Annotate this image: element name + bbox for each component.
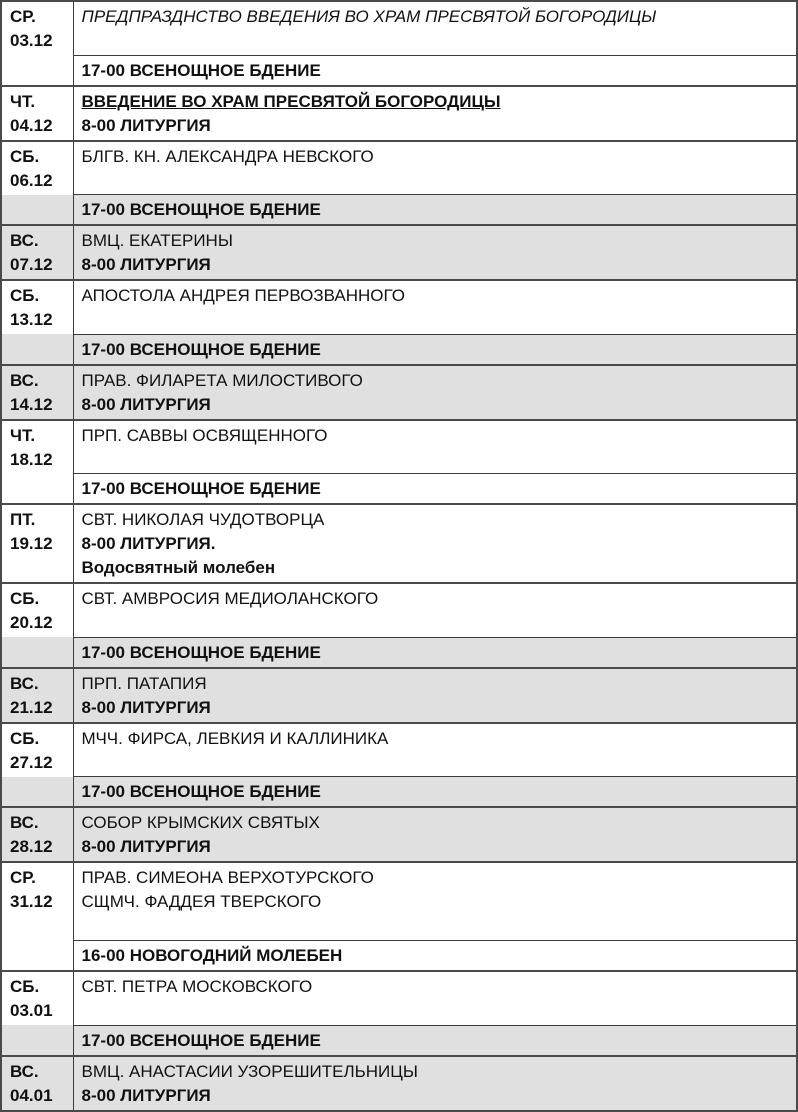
date-label: 31.12 bbox=[10, 892, 53, 911]
schedule-block bbox=[1, 280, 797, 365]
date-label: 14.12 bbox=[10, 394, 53, 414]
feast-cell bbox=[73, 365, 797, 420]
feast-cell bbox=[73, 86, 797, 141]
feast-line: ВМЦ. ЕКАТЕРИНЫ bbox=[81, 231, 233, 250]
date-cell bbox=[1, 723, 73, 777]
feast-cell bbox=[73, 971, 797, 1025]
schedule-block bbox=[1, 807, 797, 862]
schedule-row bbox=[1, 280, 797, 334]
feast-line: 8-00 ЛИТУРГИЯ. bbox=[81, 534, 216, 553]
date-empty-cell bbox=[1, 334, 73, 365]
day-label: ВС. bbox=[10, 231, 39, 250]
date-empty-cell bbox=[1, 637, 73, 668]
feast-cell bbox=[73, 225, 797, 280]
date-cell bbox=[1, 141, 73, 195]
service-row bbox=[1, 941, 797, 972]
schedule-block bbox=[1, 723, 797, 808]
service-row bbox=[1, 55, 797, 86]
date-label: 07.12 bbox=[10, 255, 53, 274]
schedule-row bbox=[1, 365, 797, 420]
feast-line: 8-00 ЛИТУРГИЯ bbox=[81, 837, 211, 856]
feast-line: 8-00 ЛИТУРГИЯ bbox=[81, 255, 211, 274]
service-time-label: 17-00 ВСЕНОЩНОЕ БДЕНИЕ bbox=[81, 200, 321, 219]
schedule-block bbox=[1, 862, 797, 971]
service-cell bbox=[73, 1025, 797, 1056]
feast-line: БЛГВ. КН. АЛЕКСАНДРА НЕВСКОГО bbox=[81, 146, 374, 166]
day-label: СБ. bbox=[10, 286, 40, 305]
feast-cell bbox=[73, 723, 797, 777]
service-time-label: 17-00 ВСЕНОЩНОЕ БДЕНИЕ bbox=[81, 782, 321, 801]
service-time-label: 17-00 ВСЕНОЩНОЕ БДЕНИЕ bbox=[81, 642, 321, 662]
feast-cell bbox=[73, 504, 797, 583]
date-label: 21.12 bbox=[10, 697, 53, 717]
date-label: 27.12 bbox=[10, 752, 53, 772]
date-label: 13.12 bbox=[10, 310, 53, 329]
date-label: 20.12 bbox=[10, 613, 53, 632]
schedule-row bbox=[1, 420, 797, 474]
day-label: ВС. bbox=[10, 673, 39, 693]
feast-line: МЧЧ. ФИРСА, ЛЕВКИЯ И КАЛЛИНИКА bbox=[81, 728, 389, 748]
schedule-row bbox=[1, 225, 797, 280]
feast-line: АПОСТОЛА АНДРЕЯ ПЕРВОЗВАННОГО bbox=[81, 286, 406, 305]
service-cell bbox=[73, 334, 797, 365]
date-cell bbox=[1, 280, 73, 334]
date-label: 03.12 bbox=[10, 31, 53, 50]
schedule-block bbox=[1, 365, 797, 420]
day-label: ПТ. bbox=[10, 510, 36, 529]
schedule-row bbox=[1, 1056, 797, 1111]
day-label: ВС. bbox=[10, 370, 39, 390]
service-time-label: 17-00 ВСЕНОЩНОЕ БДЕНИЕ bbox=[81, 1030, 321, 1050]
day-label: СБ. bbox=[10, 977, 40, 996]
schedule-block bbox=[1, 420, 797, 505]
date-cell bbox=[1, 668, 73, 723]
feast-cell bbox=[73, 1, 797, 55]
date-empty-cell bbox=[1, 195, 73, 226]
date-cell bbox=[1, 807, 73, 862]
schedule-block bbox=[1, 971, 797, 1056]
date-label: 04.01 bbox=[10, 1085, 53, 1105]
feast-line: 8-00 ЛИТУРГИЯ bbox=[81, 1085, 211, 1105]
feast-cell bbox=[73, 862, 797, 941]
schedule-block bbox=[1, 86, 797, 141]
date-cell bbox=[1, 365, 73, 420]
schedule-row bbox=[1, 723, 797, 777]
feast-line: ПРАВ. ФИЛАРЕТА МИЛОСТИВОГО bbox=[81, 370, 363, 390]
date-cell bbox=[1, 583, 73, 637]
feast-line: СОБОР КРЫМСКИХ СВЯТЫХ bbox=[81, 813, 320, 832]
feast-cell bbox=[73, 141, 797, 195]
feast-cell bbox=[73, 420, 797, 474]
schedule-row bbox=[1, 1, 797, 55]
service-time-label: 16-00 НОВОГОДНИЙ МОЛЕБЕН bbox=[81, 946, 343, 965]
feast-line: 8-00 ЛИТУРГИЯ bbox=[81, 394, 211, 414]
schedule-block bbox=[1, 225, 797, 280]
day-label: СБ. bbox=[10, 146, 40, 166]
feast-cell bbox=[73, 583, 797, 637]
schedule-row bbox=[1, 862, 797, 941]
day-label: ВС. bbox=[10, 813, 39, 832]
feast-line: ВМЦ. АНАСТАСИИ УЗОРЕШИТЕЛЬНИЦЫ bbox=[81, 1061, 418, 1081]
service-row bbox=[1, 777, 797, 808]
schedule-row bbox=[1, 583, 797, 637]
date-empty-cell bbox=[1, 55, 73, 86]
date-label: 03.01 bbox=[10, 1001, 53, 1020]
schedule-row bbox=[1, 807, 797, 862]
feast-line: 8-00 ЛИТУРГИЯ bbox=[81, 697, 211, 717]
feast-line: ПРП. САВВЫ ОСВЯЩЕННОГО bbox=[81, 425, 328, 445]
date-cell bbox=[1, 420, 73, 474]
schedule-block bbox=[1, 1056, 797, 1111]
feast-cell bbox=[73, 668, 797, 723]
day-label: СР. bbox=[10, 7, 36, 26]
feast-line: СВТ. НИКОЛАЯ ЧУДОТВОРЦА bbox=[81, 510, 325, 529]
service-cell bbox=[73, 474, 797, 505]
service-row bbox=[1, 334, 797, 365]
date-empty-cell bbox=[1, 1025, 73, 1056]
date-label: 18.12 bbox=[10, 449, 53, 469]
feast-line: 8-00 ЛИТУРГИЯ bbox=[81, 115, 211, 135]
service-row bbox=[1, 637, 797, 668]
feast-cell bbox=[73, 1056, 797, 1111]
service-time-label: 17-00 ВСЕНОЩНОЕ БДЕНИЕ bbox=[81, 339, 321, 359]
date-empty-cell bbox=[1, 941, 73, 972]
date-empty-cell bbox=[1, 777, 73, 808]
schedule-row bbox=[1, 141, 797, 195]
service-cell bbox=[73, 195, 797, 226]
schedule-block bbox=[1, 1, 797, 86]
service-row bbox=[1, 474, 797, 505]
schedule-row bbox=[1, 668, 797, 723]
date-label: 19.12 bbox=[10, 534, 53, 553]
day-label: СБ. bbox=[10, 728, 40, 748]
date-cell bbox=[1, 86, 73, 141]
feast-line: ВВЕДЕНИЕ ВО ХРАМ ПРЕСВЯТОЙ БОГОРОДИЦЫ bbox=[81, 91, 501, 111]
date-cell bbox=[1, 504, 73, 583]
date-cell bbox=[1, 862, 73, 941]
feast-line bbox=[82, 914, 789, 938]
date-empty-cell bbox=[1, 474, 73, 505]
date-cell bbox=[1, 971, 73, 1025]
service-cell bbox=[73, 941, 797, 972]
service-cell bbox=[73, 55, 797, 86]
schedule-block bbox=[1, 141, 797, 226]
date-cell bbox=[1, 1056, 73, 1111]
date-label: 06.12 bbox=[10, 170, 53, 190]
feast-line: ПРП. ПАТАПИЯ bbox=[81, 673, 207, 693]
feast-line: СЩМЧ. ФАДДЕЯ ТВЕРСКОГО bbox=[81, 892, 322, 911]
service-cell bbox=[73, 637, 797, 668]
date-cell bbox=[1, 1, 73, 55]
date-cell bbox=[1, 225, 73, 280]
service-row bbox=[1, 195, 797, 226]
schedule-row bbox=[1, 504, 797, 583]
feast-line: СВТ. ПЕТРА МОСКОВСКОГО bbox=[81, 977, 313, 996]
day-label: ВС. bbox=[10, 1061, 39, 1081]
schedule-row bbox=[1, 86, 797, 141]
service-time-label: 17-00 ВСЕНОЩНОЕ БДЕНИЕ bbox=[81, 60, 321, 80]
service-cell bbox=[73, 777, 797, 808]
day-label: СБ. bbox=[10, 589, 40, 608]
schedule-row bbox=[1, 971, 797, 1025]
schedule-block bbox=[1, 583, 797, 668]
schedule-block bbox=[1, 504, 797, 583]
day-label: СР. bbox=[10, 868, 36, 887]
feast-line: ПРАВ. СИМЕОНА ВЕРХОТУРСКОГО bbox=[81, 868, 374, 887]
service-row bbox=[1, 1025, 797, 1056]
service-time-label: 17-00 ВСЕНОЩНОЕ БДЕНИЕ bbox=[81, 479, 321, 498]
feast-line: ПРЕДПРАЗДНСТВО ВВЕДЕНИЯ ВО ХРАМ ПРЕСВЯТОЙ БОГОРОДИЦЫ bbox=[81, 7, 657, 26]
day-label: ЧТ. bbox=[10, 425, 36, 445]
day-label: ЧТ. bbox=[10, 91, 36, 111]
feast-cell bbox=[73, 807, 797, 862]
feast-line: СВТ. АМВРОСИЯ МЕДИОЛАНСКОГО bbox=[81, 589, 379, 608]
date-label: 28.12 bbox=[10, 837, 53, 856]
schedule-block bbox=[1, 668, 797, 723]
feast-line: Водосвятный молебен bbox=[81, 558, 276, 577]
feast-cell bbox=[73, 280, 797, 334]
date-label: 04.12 bbox=[10, 115, 53, 135]
